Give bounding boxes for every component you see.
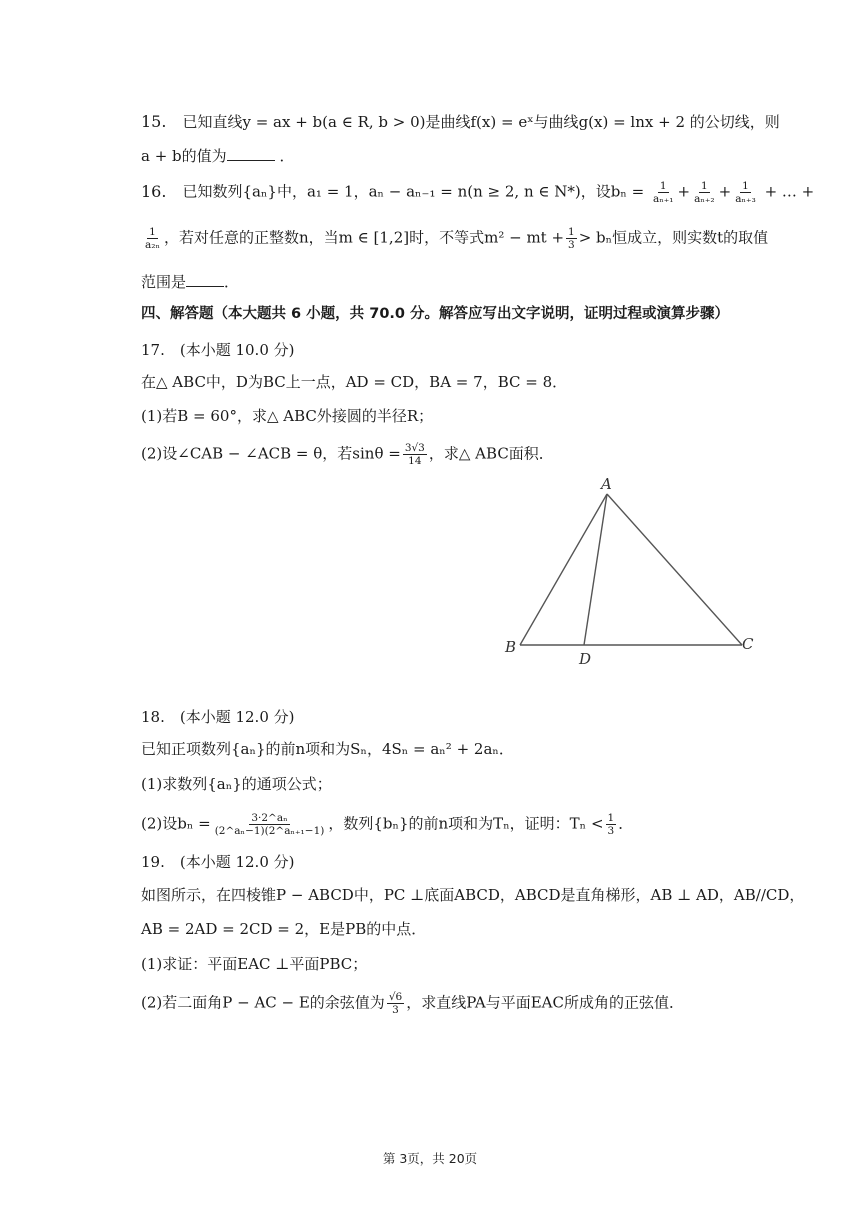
q18-line-1: 已知正项数列{aₙ}的前n项和为Sₙ，4Sₙ = aₙ² + 2aₙ． <box>141 740 514 758</box>
q16-text-a: 已知数列{aₙ}中，a₁ = 1，aₙ − aₙ₋₁ = n(n ≥ 2, n ∈ N*)，设bₙ = <box>182 182 645 201</box>
q17-line-3 <box>141 442 760 467</box>
q15-text-c: ． <box>279 147 295 165</box>
q18-line-3b: ，数列{bₙ}的前n项和为Tₙ，证明：Tₙ < <box>328 814 604 833</box>
segment-ab <box>520 494 607 645</box>
q15-line-1 <box>141 111 780 133</box>
plus-sign: + <box>677 182 691 201</box>
q17-fraction: $\frac{3√3}{14}$ <box>404 442 425 467</box>
q16-tail: + … + <box>764 182 815 201</box>
q19-line-4 <box>141 991 760 1016</box>
q19-line-4b: ，求直线PA与平面EAC所成角的正弦值． <box>406 993 684 1012</box>
q16-fraction-5: $\frac{1}{3}$ <box>568 226 575 251</box>
q17-line-1: 在△ ABC中，D为BC上一点，AD = CD，BA = 7，BC = 8． <box>141 373 568 391</box>
plus-sign: + <box>718 182 732 201</box>
q16-text-e: ． <box>224 273 240 291</box>
q16-answer-blank[interactable] <box>186 272 224 287</box>
label-d: D <box>579 650 592 668</box>
q16-text-b: ，若对任意的正整数n，当m ∈ [1,2]时，不等式m² − mt + <box>164 228 565 247</box>
label-c: C <box>742 635 754 653</box>
q17-header: 17. (本小题 10.0 分) <box>141 341 295 359</box>
q16-fraction-4: $\frac{1}{\text{a₂ₙ}}$ <box>145 226 161 251</box>
q15-answer-blank[interactable] <box>227 146 275 161</box>
page-footer: 第 3页，共 20页 <box>382 1151 478 1166</box>
segment-ad <box>584 494 607 645</box>
q19-line-4a: (2)若二面角P − AC − E的余弦值为 <box>141 993 385 1012</box>
q19-header: 19. (本小题 12.0 分) <box>141 853 295 871</box>
q18-fraction-2: $\frac{1}{3}$ <box>607 812 615 837</box>
label-b: B <box>505 638 517 656</box>
section-title: 四、解答题（本大题共 6 小题，共 70.0 分。解答应写出文字说明，证明过程或演算步骤） <box>141 306 730 322</box>
q18-line-3 <box>141 812 760 837</box>
q17-line-3b: ，求△ ABC面积． <box>428 444 554 463</box>
q19-fraction: $\frac{√6}{3}$ <box>388 991 403 1016</box>
label-a: A <box>601 475 612 493</box>
q18-line-3c: ． <box>618 814 634 833</box>
q19-line-2: AB = 2AD = 2CD = 2，E是PB的中点． <box>141 920 427 938</box>
q16-line-2 <box>141 226 769 251</box>
q16-number: 16. <box>141 181 167 201</box>
q18-line-2: (1)求数列{aₙ}的通项公式； <box>141 775 332 793</box>
q18-fraction: $\frac{\text{3·2\textasciicircum{}aₙ}}{\text{(2\textasciicircum{}aₙ−1)(2\textasciicircum{}aₙ₊₁−1)}}$ <box>214 812 325 837</box>
q16-line-3 <box>141 271 760 293</box>
q15-line-2 <box>141 145 760 167</box>
q19-line-3: (1)求证：平面EAC ⊥平面PBC； <box>141 955 368 973</box>
q15-number: 15. <box>141 112 167 131</box>
segment-ac <box>607 494 742 645</box>
q17-line-3a: (2)设∠CAB − ∠ACB = θ，若sinθ = <box>141 444 401 463</box>
q15-text-b: a + b的值为 <box>141 147 227 165</box>
q16-text-c: > bₙ恒成立，则实数t的取值 <box>578 228 769 247</box>
q16-fraction-2: $\frac{1}{\text{aₙ₊₂}}$ <box>694 180 715 205</box>
q16-line-1 <box>141 180 815 205</box>
q16-fraction-3: $\frac{1}{\text{aₙ₊₃}}$ <box>735 180 756 205</box>
q18-header: 18. (本小题 12.0 分) <box>141 708 295 726</box>
q16-fraction-1: $\frac{1}{\text{aₙ₊₁}}$ <box>652 180 674 205</box>
q16-text-d: 范围是 <box>141 273 187 291</box>
q19-line-1: 如图所示，在四棱锥P − ABCD中，PC ⊥底面ABCD，ABCD是直角梯形，AB ⊥ AD，AB//CD， <box>141 886 805 904</box>
q15-text-a: 已知直线y = ax + b(a ∈ R, b > 0)是曲线f(x) = eˣ与曲线g(x) = lnx + 2 的公切线，则 <box>182 113 780 131</box>
triangle-figure <box>495 470 765 670</box>
q17-line-2: (1)若B = 60°，求△ ABC外接圆的半径R； <box>141 407 434 425</box>
q18-line-3a: (2)设bₙ = <box>141 814 211 833</box>
